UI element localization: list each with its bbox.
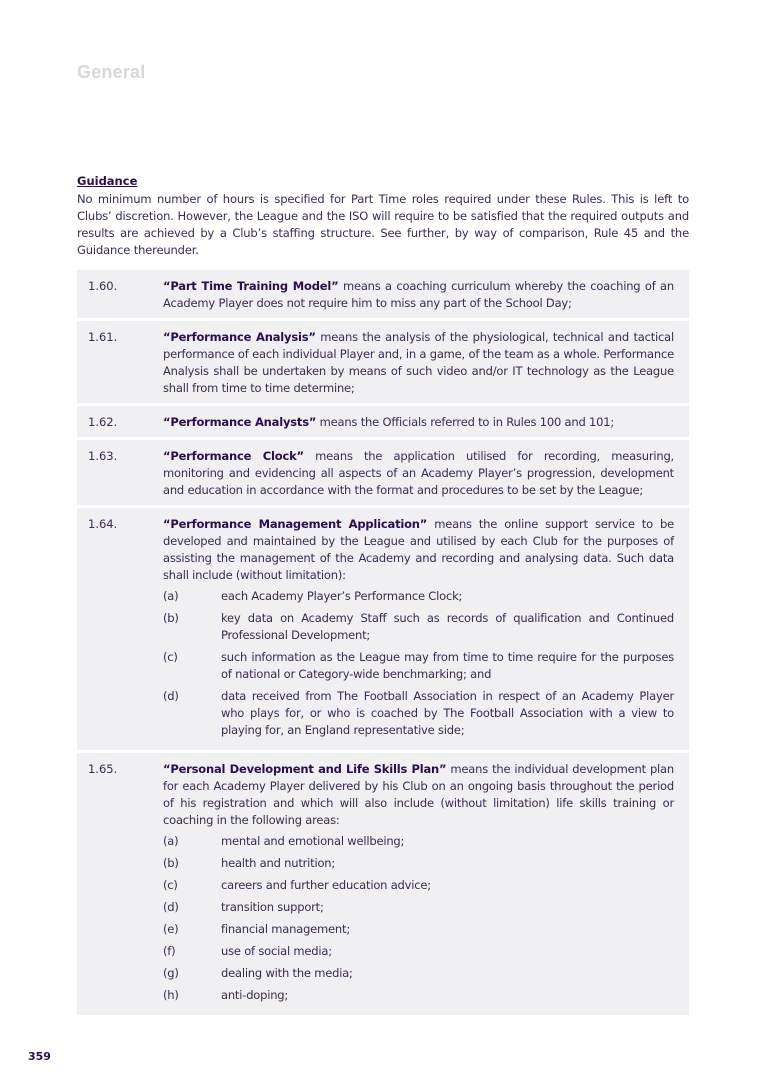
list-item-label: (g) (163, 966, 179, 980)
list-item-label: (h) (163, 988, 179, 1002)
definition-term: “Performance Management Application” (163, 517, 428, 531)
list-item (163, 688, 674, 739)
list-item (163, 943, 674, 960)
definition-number: 1.64. (88, 517, 118, 531)
list-item (163, 610, 674, 644)
definition-row (77, 406, 689, 440)
definition-number: 1.62. (88, 415, 118, 429)
list-item-text: such information as the League may from time to time require for the purposes of national or Category-wide benchmarking; and (221, 650, 674, 681)
list-item (163, 855, 674, 872)
list-item-label: (d) (163, 900, 179, 914)
definition-text: means the application utilised for recording, measuring, monitoring and evidencing all aspects of an Academy Player’s progression, development and education in accordance with the format and procedures to be set by the League; (163, 449, 675, 497)
list-item (163, 588, 674, 605)
list-item-text: transition support; (221, 900, 324, 914)
definition-term: “Part Time Training Model” (163, 279, 339, 293)
definition-text: means the analysis of the physiological, technical and tactical performance of each individual Player and, in a game, of the team as a whole. Performance Analysis shall be undertaken by means of such video and/or IT technology as the League shall from time to time determine; (163, 330, 674, 395)
list-item-label: (f) (163, 944, 176, 958)
definition-term: “Personal Development and Life Skills Plan” (163, 762, 447, 776)
list-item (163, 899, 674, 916)
list-item-text: data received from The Football Association in respect of an Academy Player who plays for, or who is coached by The Football Association with a view to playing for, an England representative side; (221, 689, 674, 737)
page-number: 359 (28, 1050, 51, 1063)
guidance-text: No minimum number of hours is specified for Part Time roles required under these Rules. This is left to Clubs’ discretion. However, the League and the ISO will require to be satisfied that the required outputs and results are achieved by a Club’s staffing structure. See further, by way of comparison, Rule 45 and the Guidance thereunder. (77, 192, 689, 257)
definition-term: “Performance Analysts” (163, 415, 317, 429)
section-title: General (77, 62, 146, 82)
definition-term: “Performance Analysis” (163, 330, 316, 344)
list-item (163, 649, 674, 683)
list-item-text: dealing with the media; (221, 966, 353, 980)
list-item-label: (d) (163, 689, 179, 703)
list-item-text: each Academy Player’s Performance Clock; (221, 589, 463, 603)
list-item-label: (e) (163, 922, 179, 936)
list-item-label: (c) (163, 650, 178, 664)
definition-sublist (163, 588, 674, 739)
guidance-box (77, 174, 689, 259)
definition-row (77, 270, 689, 321)
definition-body (163, 516, 674, 584)
definition-sublist (163, 833, 674, 1004)
definition-term: “Performance Clock” (163, 449, 304, 463)
list-item-text: financial management; (221, 922, 350, 936)
list-item-text: mental and emotional wellbeing; (221, 834, 405, 848)
definition-body (163, 329, 674, 397)
list-item-text: anti-doping; (221, 988, 289, 1002)
definition-body (163, 278, 674, 312)
list-item (163, 833, 674, 850)
definition-number: 1.61. (88, 330, 118, 344)
definition-body (163, 761, 674, 829)
list-item-label: (a) (163, 834, 179, 848)
list-item (163, 987, 674, 1004)
definition-row (77, 321, 689, 406)
list-item-label: (b) (163, 611, 179, 625)
definition-text: means the individual development plan for each Academy Player delivered by his Club on an ongoing basis throughout the period of his registration and which will also include (without limitation) life skills training or coaching in the following areas: (163, 762, 674, 827)
list-item-label: (a) (163, 589, 179, 603)
definition-text: means a coaching curriculum whereby the coaching of an Academy Player does not require him to miss any part of the School Day; (163, 279, 674, 310)
definition-text: means the Officials referred to in Rules 100 and 101; (316, 415, 615, 429)
definition-row (77, 753, 689, 1018)
definition-number: 1.65. (88, 762, 118, 776)
list-item-text: use of social media; (221, 944, 332, 958)
definition-text: means the online support service to be developed and maintained by the League and utilised by each Club for the purposes of assisting the management of the Academy and recording and analysing data. Such data shall include (without limitation): (163, 517, 674, 582)
definition-number: 1.63. (88, 449, 118, 463)
definition-body (163, 448, 674, 499)
definitions-list (77, 270, 689, 1018)
list-item-text: key data on Academy Staff such as records of qualification and Continued Professional Development; (221, 611, 674, 642)
definition-body (163, 414, 674, 431)
list-item-text: careers and further education advice; (221, 878, 431, 892)
list-item (163, 921, 674, 938)
list-item-label: (b) (163, 856, 179, 870)
definition-number: 1.60. (88, 279, 118, 293)
list-item (163, 877, 674, 894)
definition-row (77, 440, 689, 508)
list-item (163, 965, 674, 982)
guidance-heading: Guidance (77, 174, 138, 188)
definition-row (77, 508, 689, 753)
list-item-text: health and nutrition; (221, 856, 336, 870)
list-item-label: (c) (163, 878, 178, 892)
